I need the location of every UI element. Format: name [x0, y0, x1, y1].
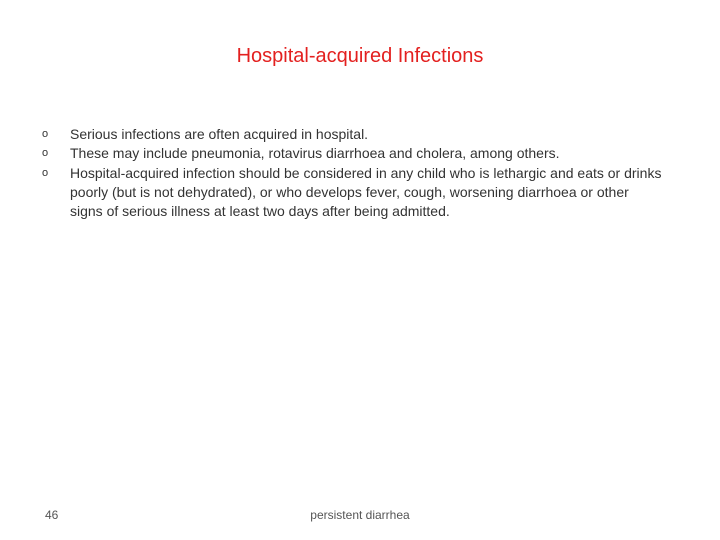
bullet-marker-icon: o — [42, 147, 49, 160]
bullet-text: These may include pneumonia, rotavirus diarrhoea and cholera, among others. — [70, 145, 560, 162]
bullet-marker-icon: o — [42, 166, 49, 179]
footer-caption: persistent diarrhea — [310, 508, 410, 522]
bullet-list — [42, 125, 662, 221]
bullet-text: Hospital-acquired infection should be considered in any child who is lethargic and eats or drinks poorly (but is not dehydrated), or who develops fever, cough, worsening diarrhoea or other signs of serious illness at least two days after being admitted. — [70, 164, 662, 220]
bullet-item — [42, 164, 662, 222]
bullet-item — [42, 125, 662, 144]
slide-title: Hospital-acquired Infections — [236, 45, 484, 67]
bullet-marker-icon: o — [42, 128, 49, 140]
bullet-item — [42, 144, 662, 163]
page-number: 46 — [45, 508, 59, 522]
bullet-text: Serious infections are often acquired in hospital. — [70, 126, 369, 142]
